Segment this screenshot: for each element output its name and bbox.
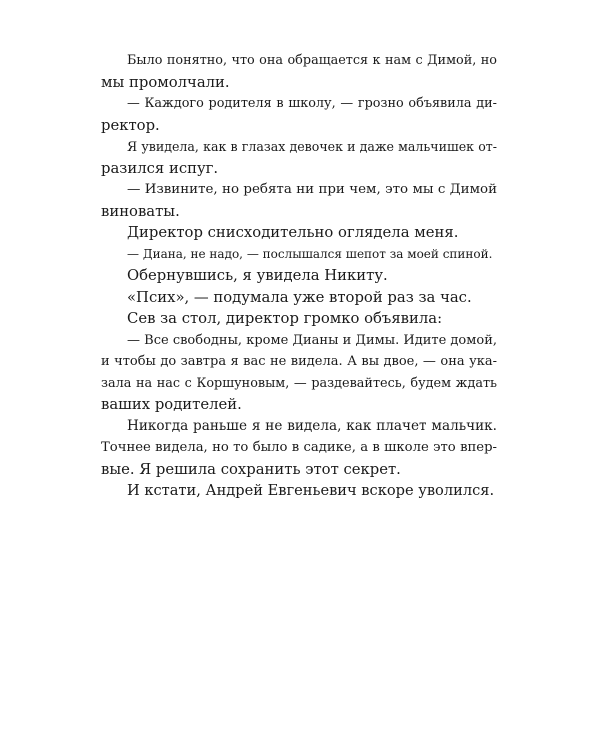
text-line: Директор снисходительно оглядела меня. [127,224,459,241]
text-line: разился испуг. [101,159,219,177]
text-line: ректор. [101,116,160,134]
text-line: вые. Я решила сохранить этот секрет. [101,460,401,478]
text-line: И кстати, Андрей Евгеньевич вскоре уволился. [127,482,495,499]
text-line: Обернувшись, я увидела Никиту. [127,267,388,284]
text-line: Я увидела, как в глазах девочек и даже мальчишек от- [127,139,497,154]
text-line: зала на нас с Коршуновым, — раздевайтесь, будем ждать [101,375,497,391]
text-line: Было понятно, что она обращается к нам с Димой, но [127,53,497,68]
text-line: «Псих», — подумала уже второй раз за час. [127,288,472,306]
text-line: — Каждого родителя в школу, — грозно объявила ди- [127,96,497,111]
text-line: мы промолчали. [101,73,230,91]
text-line: Никогда раньше я не видела, как плачет мальчик. [127,417,497,434]
text-line: Сев за стол, директор громко объявила: [127,310,443,327]
text-line: — Диана, не надо, — послышался шепот за моей спиной. [127,246,493,261]
body-text [101,50,497,502]
text-line: ваших родителей. [101,396,242,413]
text-line: и чтобы до завтра я вас не видела. А вы двое, — она ука- [101,354,497,369]
text-line: виноваты. [101,202,180,220]
text-line: Точнее видела, но то было в садике, а в школе это впер- [101,440,497,455]
text-line: — Извините, но ребята ни при чем, это мы с Димой [127,182,497,197]
text-line: — Все свободны, кроме Дианы и Димы. Идите домой, [127,332,497,348]
